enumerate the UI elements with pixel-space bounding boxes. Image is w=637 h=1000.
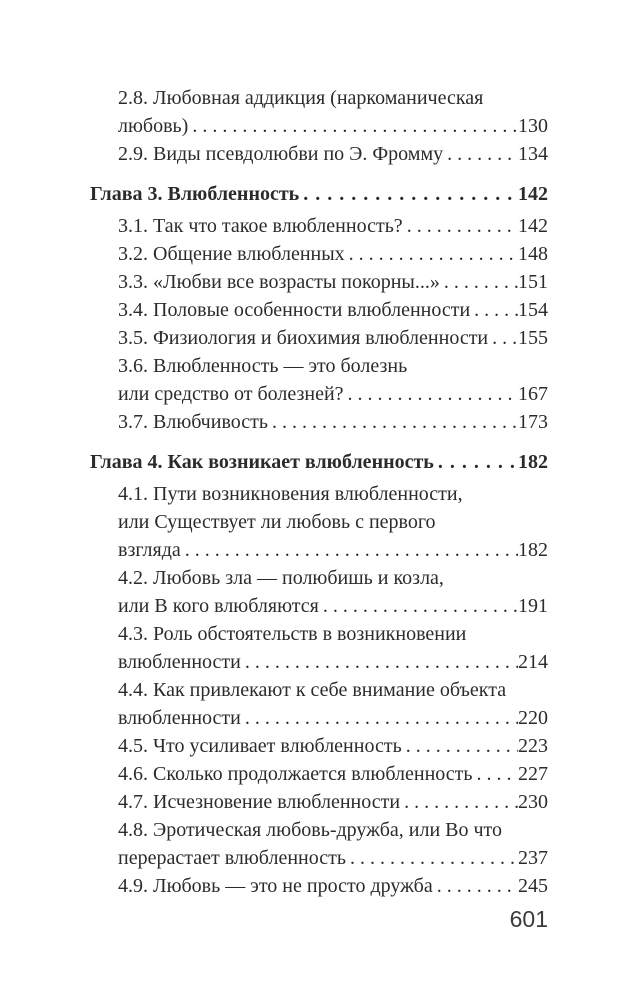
dot-leader-icon (443, 140, 518, 168)
toc-entry-last-line (118, 324, 548, 352)
toc-entry-last-line (118, 112, 548, 140)
toc-entry-title: влюбленности (118, 707, 241, 729)
toc-entry-page-number: 182 (518, 539, 548, 561)
toc-entry-title: 4.5. Что усиливает влюбленность (118, 735, 402, 757)
toc-entry (90, 268, 548, 296)
toc-entry (90, 324, 548, 352)
dot-leader-icon (488, 324, 518, 352)
toc-entry (90, 212, 548, 240)
dot-leader-icon (181, 536, 518, 564)
toc-entry-text-line: 4.1. Пути возникновения влюбленности, (118, 483, 463, 505)
toc-entry-last-line (118, 592, 548, 620)
toc-entry-title: 3.4. Половые особенности влюбленности (118, 299, 471, 321)
toc-entry-page-number: 245 (518, 875, 548, 897)
toc-entry-title: 3.7. Влюбчивость (118, 411, 268, 433)
toc-entry-title: Глава 3. Влюбленность (90, 183, 300, 205)
toc-entry-page-number: 223 (518, 735, 548, 757)
toc-entry (90, 240, 548, 268)
toc-entry-title: 4.7. Исчезновение влюбленности (118, 791, 401, 813)
dot-leader-icon (299, 180, 518, 208)
toc-entry-title: 3.5. Физиология и биохимия влюбленности (118, 327, 489, 349)
toc-entry-title: 4.9. Любовь — это не просто дружба (118, 875, 433, 897)
toc-entry (90, 620, 548, 676)
dot-leader-icon (345, 240, 518, 268)
toc-entry (90, 816, 548, 872)
toc-entry-text-line: 4.4. Как привлекают к себе внимание объекта (118, 679, 507, 701)
toc-entry-page-number: 142 (518, 215, 548, 237)
toc-entry-text-line: 4.8. Эротическая любовь-дружба, или Во что (118, 819, 503, 841)
toc-entry-last-line (118, 212, 548, 240)
toc-entry-title: 3.2. Общение влюбленных (118, 243, 345, 265)
toc-entry (90, 760, 548, 788)
dot-leader-icon (319, 592, 518, 620)
dot-leader-icon (241, 648, 518, 676)
toc-entry-text-line: 4.2. Любовь зла — полюбишь и козла, (118, 567, 444, 589)
toc-entry-title: Глава 4. Как возникает влюбленность (90, 451, 434, 473)
dot-leader-icon (473, 760, 518, 788)
toc-entry-page-number: 151 (518, 271, 548, 293)
dot-leader-icon (433, 872, 518, 900)
toc-entry (90, 564, 548, 620)
toc-entry-page-number: 154 (518, 299, 548, 321)
toc-entry-title: перерастает влюбленность (118, 847, 346, 869)
toc-entry-last-line (118, 844, 548, 872)
dot-leader-icon (241, 704, 518, 732)
toc-entry-title: 3.3. «Любви все возрасты покорны...» (118, 271, 440, 293)
toc-entry (90, 140, 548, 168)
toc-entry (90, 448, 548, 476)
toc-entry-title: или средство от болезней? (118, 383, 344, 405)
toc-entry (90, 788, 548, 816)
toc-entry-last-line (118, 140, 548, 168)
toc-entry-page-number: 142 (518, 183, 548, 205)
toc-entry-last-line (90, 180, 548, 208)
toc-entry (90, 676, 548, 732)
toc-entry-page-number: 182 (518, 451, 548, 473)
toc-entry (90, 408, 548, 436)
toc-entry-last-line (118, 380, 548, 408)
toc-entry-title: 4.6. Сколько продолжается влюбленность (118, 763, 473, 785)
toc-entry-page-number: 148 (518, 243, 548, 265)
toc-entry-title: взгляда (118, 539, 181, 561)
toc-entry-last-line (118, 536, 548, 564)
toc-entry-title: любовь) (118, 115, 189, 137)
toc-entry (90, 296, 548, 324)
dot-leader-icon (402, 732, 518, 760)
toc-entry-text-line: или Существует ли любовь с первого (118, 511, 436, 533)
toc-entry-page-number: 214 (518, 651, 548, 673)
toc-entry-page-number: 237 (518, 847, 548, 869)
dot-leader-icon (400, 788, 518, 816)
toc-entry (90, 480, 548, 564)
dot-leader-icon (434, 448, 518, 476)
dot-leader-icon (470, 296, 518, 324)
toc-entry (90, 84, 548, 140)
toc-entry-last-line (90, 448, 548, 476)
toc-entry-page-number: 167 (518, 383, 548, 405)
dot-leader-icon (344, 380, 518, 408)
toc-entry-last-line (118, 296, 548, 324)
toc-entry (90, 180, 548, 208)
toc-entry-last-line (118, 408, 548, 436)
toc-entry-last-line (118, 732, 548, 760)
toc-entry-title: или В кого влюбляются (118, 595, 319, 617)
toc-entry-text-line: 4.3. Роль обстоятельств в возникновении (118, 623, 467, 645)
toc-entry-page-number: 130 (518, 115, 548, 137)
table-of-contents (90, 84, 548, 900)
dot-leader-icon (346, 844, 518, 872)
toc-entry-page-number: 191 (518, 595, 548, 617)
toc-entry-last-line (118, 704, 548, 732)
toc-entry-page-number: 173 (518, 411, 548, 433)
toc-entry (90, 872, 548, 900)
toc-entry-last-line (118, 268, 548, 296)
dot-leader-icon (268, 408, 518, 436)
toc-entry (90, 732, 548, 760)
toc-entry-page-number: 227 (518, 763, 548, 785)
toc-entry-page-number: 155 (518, 327, 548, 349)
toc-entry-last-line (118, 788, 548, 816)
page-number: 601 (509, 906, 548, 932)
toc-entry-text-line: 2.8. Любовная аддикция (наркоманическая (118, 87, 484, 109)
toc-entry-page-number: 230 (518, 791, 548, 813)
toc-entry-page-number: 134 (518, 143, 548, 165)
toc-entry-last-line (118, 872, 548, 900)
toc-entry-page-number: 220 (518, 707, 548, 729)
toc-entry-text-line: 3.6. Влюбленность — это болезнь (118, 355, 408, 377)
dot-leader-icon (188, 112, 518, 140)
toc-entry-title: влюбленности (118, 651, 241, 673)
toc-entry (90, 352, 548, 408)
dot-leader-icon (440, 268, 518, 296)
toc-entry-last-line (118, 648, 548, 676)
toc-entry-last-line (118, 240, 548, 268)
toc-entry-last-line (118, 760, 548, 788)
dot-leader-icon (403, 212, 518, 240)
toc-entry-title: 2.9. Виды псевдолюбви по Э. Фромму (118, 143, 444, 165)
toc-entry-title: 3.1. Так что такое влюбленность? (118, 215, 403, 237)
